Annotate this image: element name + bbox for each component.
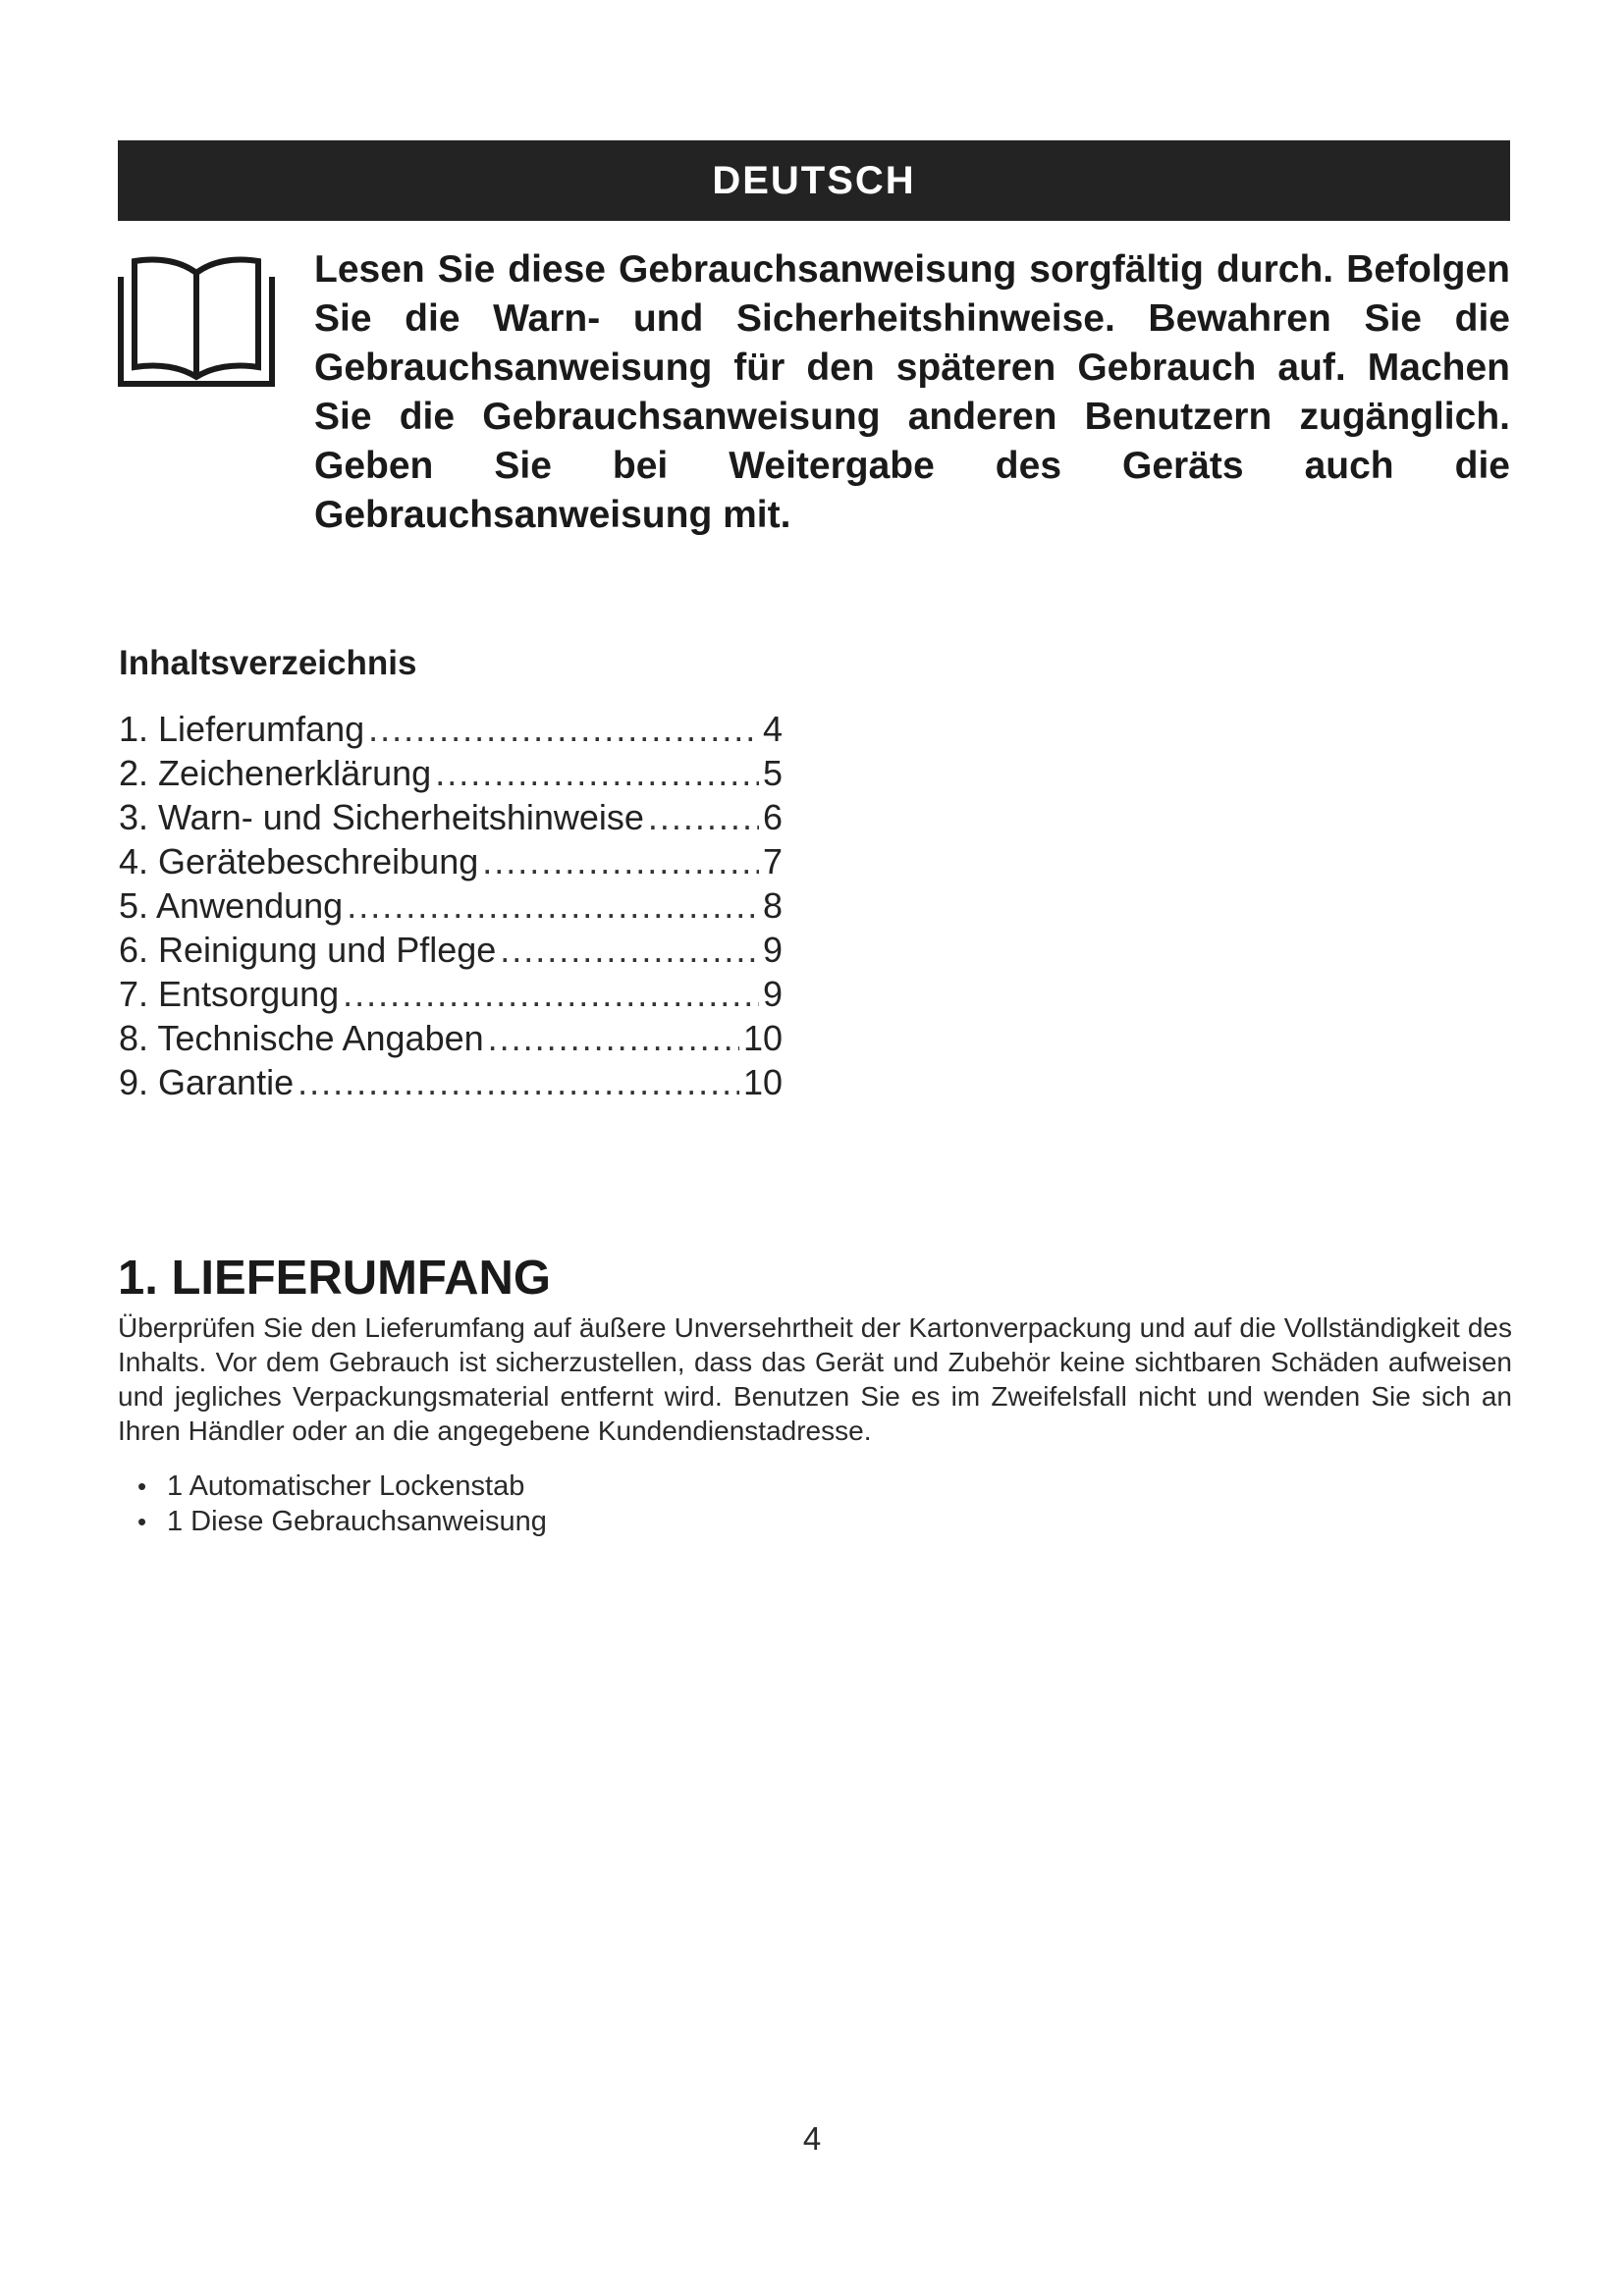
toc-entry[interactable] [119,1016,783,1060]
toc-entry[interactable] [119,795,783,839]
toc-dot-leader [482,839,759,883]
page-number: 4 [802,2120,822,2157]
list-item [137,1468,547,1504]
toc-entry[interactable] [119,928,783,972]
toc-entry-page: 10 [742,1018,783,1058]
toc-entry-label: 5. Anwendung [119,885,344,926]
bullet-icon: • [137,1471,147,1501]
toc-entry-page: 9 [762,930,783,970]
intro-notice [314,245,1510,540]
toc-heading: Inhaltsverzeichnis [119,644,417,682]
toc-dot-leader [368,707,759,751]
toc-entry-label: 8. Technische Angaben [119,1018,484,1058]
toc-dot-leader [343,972,759,1016]
toc-entry-page: 8 [762,885,783,926]
toc-entry-label: 2. Zeichenerklärung [119,753,432,793]
table-of-contents [119,707,783,1104]
delivery-items-list [137,1468,547,1539]
toc-entry-label: 9. Garantie [119,1062,295,1102]
toc-dot-leader [347,883,759,928]
intro-text: Lesen Sie diese Gebrauchsanweisung sorgfältig durch. Befolgen Sie die Warn- und Sicherheitshinweise. Bewahren Sie die Gebrauchsanweisung für den späteren Gebrauch auf. Machen Sie die Gebrauchsanweisung anderen Benutzern zugänglich. Geben Sie bei Weitergabe des Geräts auch die Gebrauchsanweisung mit. [314,248,1510,536]
language-label: DEUTSCH [712,158,916,202]
toc-dot-leader [488,1016,739,1060]
toc-entry-page: 9 [762,974,783,1014]
section-body-text: Überprüfen Sie den Lieferumfang auf äußere Unversehrtheit der Kartonverpackung und auf die Vollständigkeit des Inhalts. Vor dem Gebrauch ist sicherzustellen, dass das Gerät und Zubehör keine sichtbaren Schäden aufweisen und jegliches Verpackungsmaterial entfernt wird. Benutzen Sie es im Zweifelsfall nicht und wenden Sie sich an Ihren Händler oder an die angegebene Kundendienstadresse. [118,1312,1512,1446]
list-item-text: 1 Automatischer Lockenstab [167,1470,525,1502]
toc-entry-page: 5 [762,753,783,793]
section-title: 1. LIEFERUMFANG [118,1252,552,1305]
language-banner [118,140,1510,221]
list-item-text: 1 Diese Gebrauchsanweisung [167,1506,547,1537]
toc-dot-leader [648,795,759,839]
toc-entry-label: 6. Reinigung und Pflege [119,930,497,970]
toc-dot-leader [500,928,759,972]
toc-entry-page: 6 [762,797,783,837]
toc-entry-page: 10 [742,1062,783,1102]
toc-entry-label: 1. Lieferumfang [119,709,365,749]
toc-entry[interactable] [119,839,783,883]
list-item [137,1504,547,1539]
toc-entry[interactable] [119,751,783,795]
bullet-icon: • [137,1507,147,1536]
toc-entry-page: 4 [762,709,783,749]
toc-entry-label: 3. Warn- und Sicherheitshinweise [119,797,644,837]
toc-entry[interactable] [119,707,783,751]
toc-entry[interactable] [119,1060,783,1104]
toc-entry[interactable] [119,972,783,1016]
toc-entry-label: 4. Gerätebeschreibung [119,841,479,881]
toc-entry-page: 7 [762,841,783,881]
toc-entry-label: 7. Entsorgung [119,974,340,1014]
open-book-icon [118,253,275,387]
toc-dot-leader [435,751,759,795]
toc-dot-leader [298,1060,739,1104]
toc-entry[interactable] [119,883,783,928]
